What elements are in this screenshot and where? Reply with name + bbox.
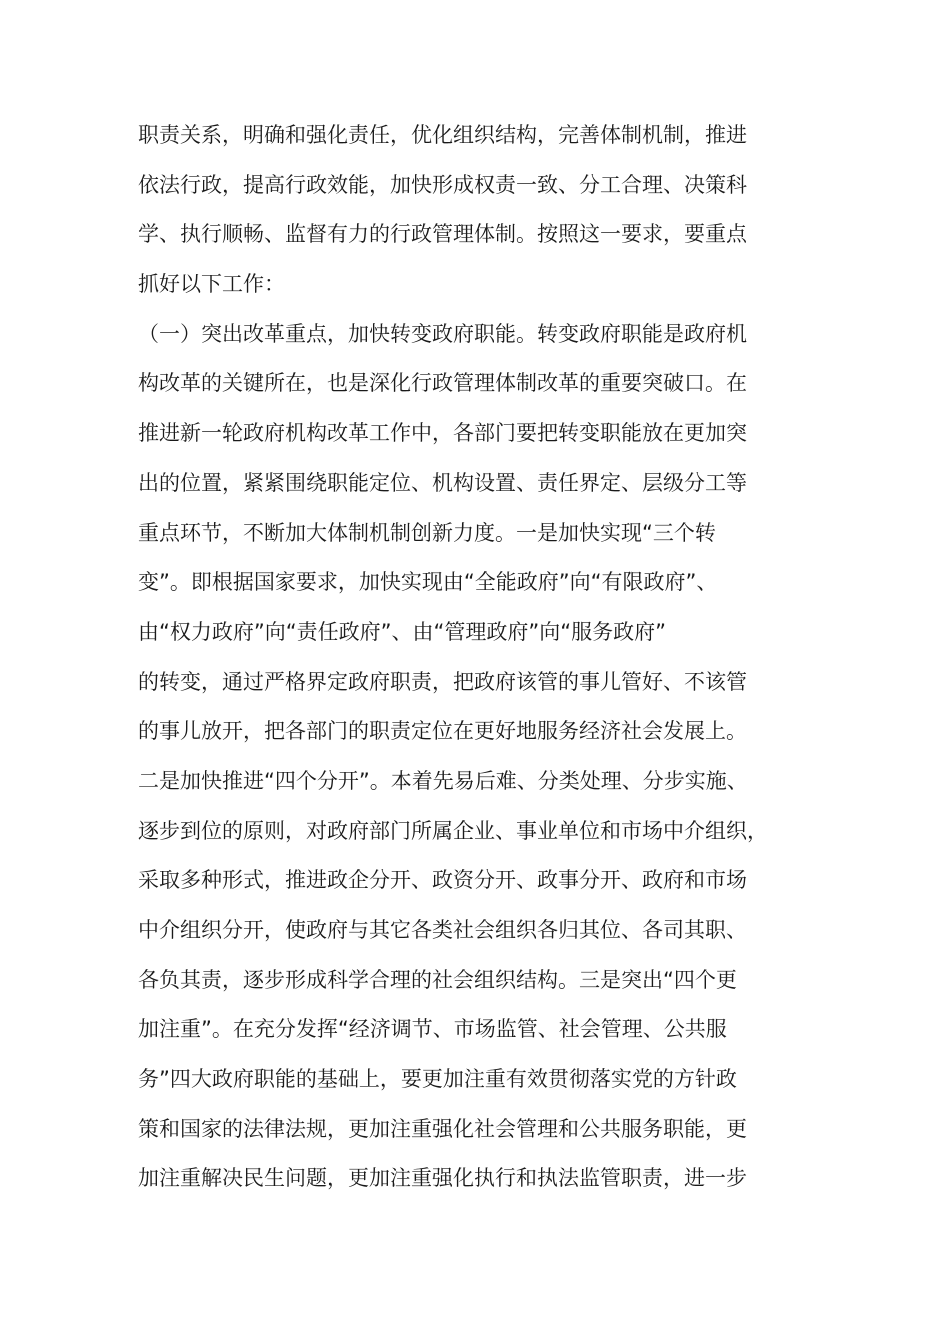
text-line: 的转变，通过严格界定政府职责，把政府该管的事儿管好、不该管 — [138, 669, 747, 694]
text-line: 加注重”。在充分发挥“经济调节、市场监管、社会管理、公共服 — [138, 1017, 727, 1042]
body-text — [138, 111, 818, 1204]
text-line: （一）突出改革重点，加快转变政府职能。转变政府职能是政府机 — [138, 321, 747, 346]
text-line: 构改革的关键所在，也是深化行政管理体制改革的重要突破口。在 — [138, 371, 747, 396]
text-line: 的事儿放开，把各部门的职责定位在更好地服务经济社会发展上。 — [138, 719, 747, 744]
text-line: 中介组织分开，使政府与其它各类社会组织各归其位、各司其职、 — [138, 918, 747, 942]
text-line: 各负其责，逐步形成科学合理的社会组织结构。三是突出“四个更 — [138, 967, 737, 992]
text-line: 加注重解决民生问题，更加注重强化执行和执法监管职责，进一步 — [138, 1166, 747, 1191]
text-line: 二是加快推进“四个分开”。本着先易后难、分类处理、分步实施、 — [138, 768, 748, 793]
text-line: 采取多种形式，推进政企分开、政资分开、政事分开、政府和市场 — [138, 868, 747, 893]
text-line: 依法行政，提高行政效能，加快形成权责一致、分工合理、决策科 — [138, 172, 747, 197]
text-line: 职责关系，明确和强化责任，优化组织结构，完善体制机制，推进 — [138, 123, 747, 147]
text-line: 抓好以下工作： — [138, 272, 285, 297]
text-line: 推进新一轮政府机构改革工作中，各部门要把转变职能放在更加突 — [138, 421, 747, 446]
text-line: 逐步到位的原则，对政府部门所属企业、事业单位和市场中介组织， — [138, 818, 768, 843]
text-line: 出的位置，紧紧围绕职能定位、机构设置、责任界定、层级分工等 — [138, 470, 747, 495]
text-line: 变”。即根据国家要求，加快实现由“全能政府”向“有限政府”、 — [138, 570, 718, 595]
text-line: 策和国家的法律法规，更加注重强化社会管理和公共服务职能，更 — [138, 1116, 747, 1141]
text-line: 务”四大政府职能的基础上，要更加注重有效贯彻落实党的方针政 — [138, 1067, 737, 1092]
text-line: 由“权力政府”向“责任政府”、由“管理政府”向“服务政府” — [138, 619, 667, 644]
text-line: 重点环节，不断加大体制机制创新力度。一是加快实现“三个转 — [138, 520, 716, 545]
text-line: 学、执行顺畅、监督有力的行政管理体制。按照这一要求，要重点 — [138, 222, 747, 247]
